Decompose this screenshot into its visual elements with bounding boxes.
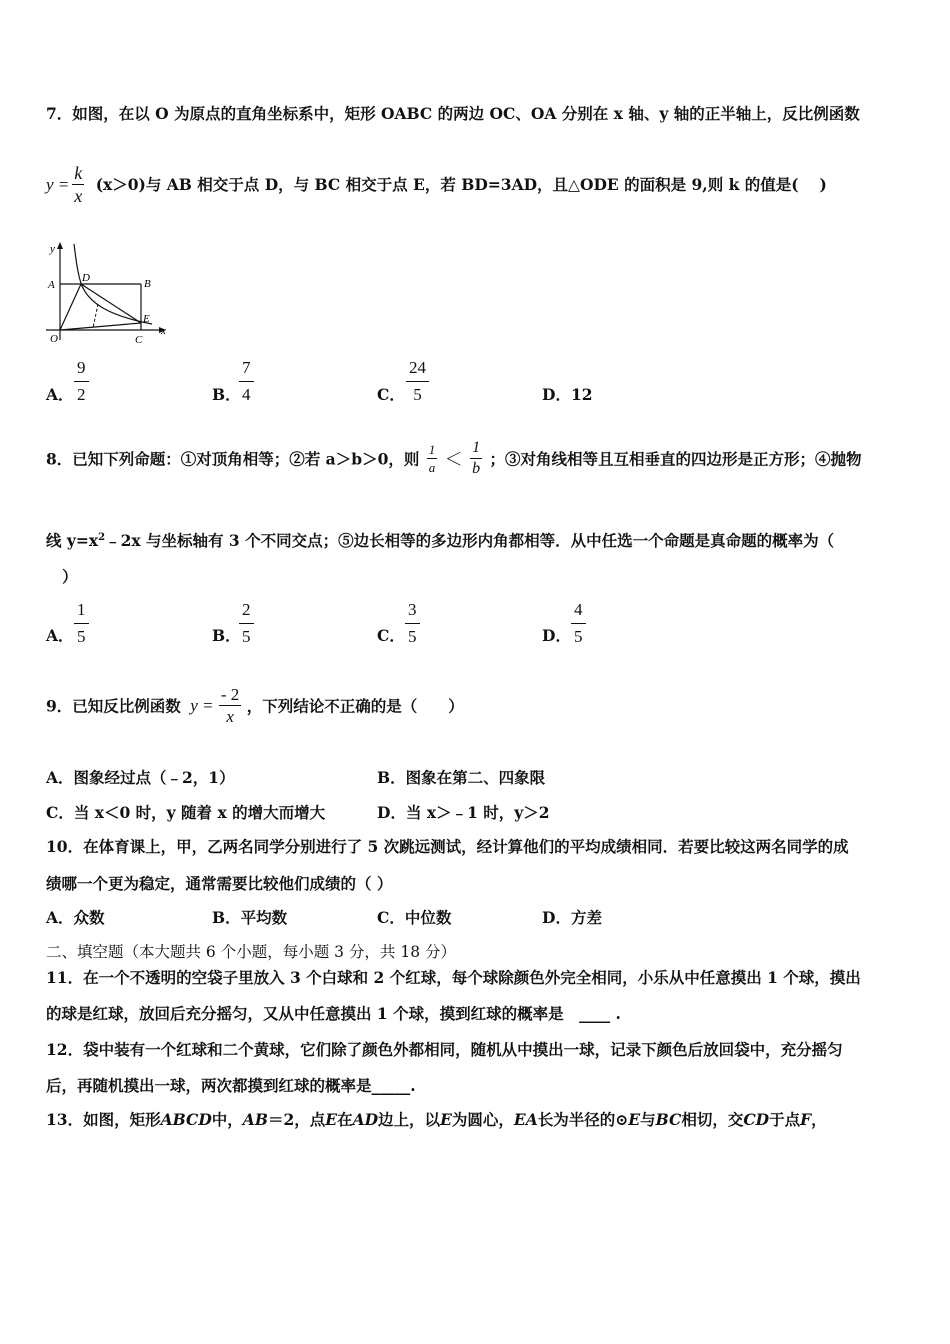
q8-option-c-label: C．	[377, 626, 405, 645]
q13-t1: 13．如图，矩形	[46, 1110, 161, 1129]
q8-part2: ；③对角线相等且互相垂直的四边形是正方形；④抛物	[489, 449, 862, 469]
label-c: C	[135, 334, 143, 346]
q8-frac-1b	[470, 440, 482, 477]
q10-option-c: C．中位数	[377, 908, 452, 927]
q7-option-b-den: 4	[242, 385, 251, 404]
q8-frac-1a-den: a	[428, 460, 436, 475]
q8-option-b-frac	[239, 600, 254, 647]
q9-option-c: C．当 x＜0 时，y 随着 x 的增大而增大	[46, 803, 326, 822]
q9-den: x	[226, 707, 234, 726]
q8-option-d-den: 5	[574, 627, 583, 646]
q8-line2b: ﹣2x 与坐标轴有 3 个不同交点；⑤边长相等的多边形内角都相等．从中任选一个命题是真命题的概率为（	[105, 531, 835, 550]
figure-y-arrow	[57, 242, 63, 249]
q9-option-b: B．图象在第二、四象限	[377, 768, 546, 787]
q7-option-a-label: A．	[46, 385, 74, 404]
q12-line1: 12．袋中装有一个红球和二个黄球，它们除了颜色外都相同，随机从中摸出一球，记录下颜色后放回袋中，充分摇匀	[46, 1040, 843, 1059]
q13-cd: CD	[743, 1110, 770, 1129]
q8-option-d-num: 4	[571, 600, 586, 624]
q13-e3: E	[628, 1110, 641, 1129]
q7-option-b-num: 7	[239, 358, 254, 382]
q13-ab: AB	[242, 1110, 268, 1129]
q13-bc: BC	[655, 1110, 682, 1129]
q10-option-d: D．方差	[542, 908, 602, 927]
q7-option-c-frac	[406, 358, 429, 405]
q9-stem-b: ，下列结论不正确的是（ ）	[246, 696, 464, 716]
q13-t6: 为圆心，	[451, 1110, 514, 1129]
q13-ad: AD	[352, 1110, 379, 1129]
q8-option-c-num: 3	[405, 600, 420, 624]
q7-option-d: D．12	[542, 385, 593, 404]
q7-option-a-den: 2	[77, 385, 86, 404]
q7-formula-num: k	[74, 163, 83, 183]
label-b: B	[144, 278, 151, 290]
q8-lt: ＜	[444, 449, 463, 471]
q7-option-b-label: B．	[212, 385, 241, 404]
q8-frac-1a-num: 1	[428, 442, 436, 457]
q13-t7: 长为半径的⊙	[537, 1110, 629, 1129]
q7-option-c-den: 5	[413, 385, 422, 404]
q7-line1: 7．如图，在以 O 为原点的直角坐标系中，矩形 OABC 的两边 OC、OA 分别在 x 轴、y 轴的正半轴上，反比例函数	[46, 104, 860, 123]
q8-option-a-label: A．	[46, 626, 74, 645]
section-heading: 二、填空题（本大题共 6 个小题，每小题 3 分，共 18 分）	[46, 943, 457, 961]
q8-option-d-label: D．	[542, 626, 571, 645]
q13-t10: 于点	[769, 1110, 801, 1129]
q10-line2: 绩哪一个更为稳定，通常需要比较他们成绩的（ ）	[46, 874, 393, 893]
q8-option-c-den: 5	[408, 627, 417, 646]
q10-line1: 10．在体育课上，甲，乙两名同学分别进行了 5 次跳远测试，经计算他们的平均成绩相同．若要比较这两名同学的成	[46, 837, 849, 856]
q7-formula-lhs: y =	[46, 174, 70, 194]
q11-line2: 的球是红球，放回后充分摇匀，又从中任意摸出 1 个球，摸到红球的概率是 ____ .	[46, 1004, 621, 1023]
label-y: y	[50, 243, 55, 255]
label-o: O	[50, 333, 58, 345]
q9-lhs: y =	[190, 695, 214, 715]
q13-ea: EA	[513, 1110, 538, 1129]
label-x: x	[161, 325, 166, 337]
q13-t2: 中，	[211, 1110, 243, 1129]
q11-line1: 11．在一个不透明的空袋子里放入 3 个白球和 2 个红球，每个球除颜色外完全相同，小乐从中任意摸出 1 个球，摸出	[46, 968, 861, 987]
q7-option-c-num: 24	[406, 358, 429, 382]
q7-line2-text: (x＞0)与 AB 相交于点 D，与 BC 相交于点 E，若 BD=3AD，且△ODE 的面积是 9,则 k 的值是( )	[95, 174, 827, 194]
q7-formula-den: x	[74, 186, 83, 206]
q7-formula-frac	[72, 164, 84, 205]
q13-t9: 相切，交	[681, 1110, 744, 1129]
q13-line	[46, 1108, 827, 1130]
q9-stem-a: 9．已知反比例函数	[46, 696, 181, 716]
q8-option-a-num: 1	[74, 600, 89, 624]
segment-od	[60, 284, 81, 330]
q7-figure	[44, 240, 174, 348]
q13-t8: 与	[640, 1110, 656, 1129]
q9-option-d: D．当 x＞﹣1 时，y＞2	[377, 803, 550, 822]
q8-line2a: 线 y=x	[46, 531, 99, 550]
q7-option-b-frac	[239, 358, 254, 405]
q8-line3: ）	[62, 567, 78, 586]
q9-option-a: A．图象经过点（﹣2，1）	[46, 768, 235, 787]
q7-formula	[46, 164, 84, 205]
q8-option-b-label: B．	[212, 626, 241, 645]
q13-t11: ，	[811, 1110, 827, 1129]
q8-option-d-frac	[571, 600, 586, 647]
q8-option-b-den: 5	[242, 627, 251, 646]
q13-e2: E	[440, 1110, 452, 1129]
q8-line2	[46, 529, 834, 551]
q8-frac-1a	[427, 443, 438, 474]
q8-sup: 2	[98, 531, 106, 543]
q7-option-c-label: C．	[377, 385, 405, 404]
q8-frac-1b-num: 1	[470, 440, 482, 459]
segment-de	[81, 284, 141, 323]
label-e: E	[143, 313, 150, 325]
q12-line2: 后，再随机摸出一球，两次都摸到红球的概率是_____.	[46, 1076, 416, 1095]
q8-option-b-num: 2	[239, 600, 254, 624]
q7-option-a-num: 9	[74, 358, 89, 382]
segment-oe	[60, 323, 141, 330]
q8-option-a-frac	[74, 600, 89, 647]
q7-option-a-frac	[74, 358, 89, 405]
q13-abcd: ABCD	[160, 1110, 212, 1129]
dashed-line	[93, 304, 98, 328]
q9-frac	[219, 686, 241, 725]
q9-num: - 2	[220, 685, 240, 704]
q13-t3: ＝2，点	[267, 1110, 326, 1129]
q13-t5: 边上，以	[378, 1110, 441, 1129]
q13-e1: E	[325, 1110, 338, 1129]
q9-line	[46, 686, 464, 725]
label-a: A	[48, 279, 55, 291]
q7-line2	[46, 164, 827, 205]
q8-line1	[46, 440, 862, 477]
q8-option-a-den: 5	[77, 627, 86, 646]
q10-option-b: B．平均数	[212, 908, 288, 927]
q8-option-c-frac	[405, 600, 420, 647]
q8-part1: 8．已知下列命题：①对顶角相等；②若 a＞b＞0，则	[46, 449, 420, 469]
q8-frac-1b-den: b	[472, 460, 481, 477]
q13-t4: 在	[337, 1110, 353, 1129]
q10-option-a: A．众数	[46, 908, 105, 927]
label-d: D	[82, 272, 90, 284]
q13-f: F	[800, 1110, 812, 1129]
